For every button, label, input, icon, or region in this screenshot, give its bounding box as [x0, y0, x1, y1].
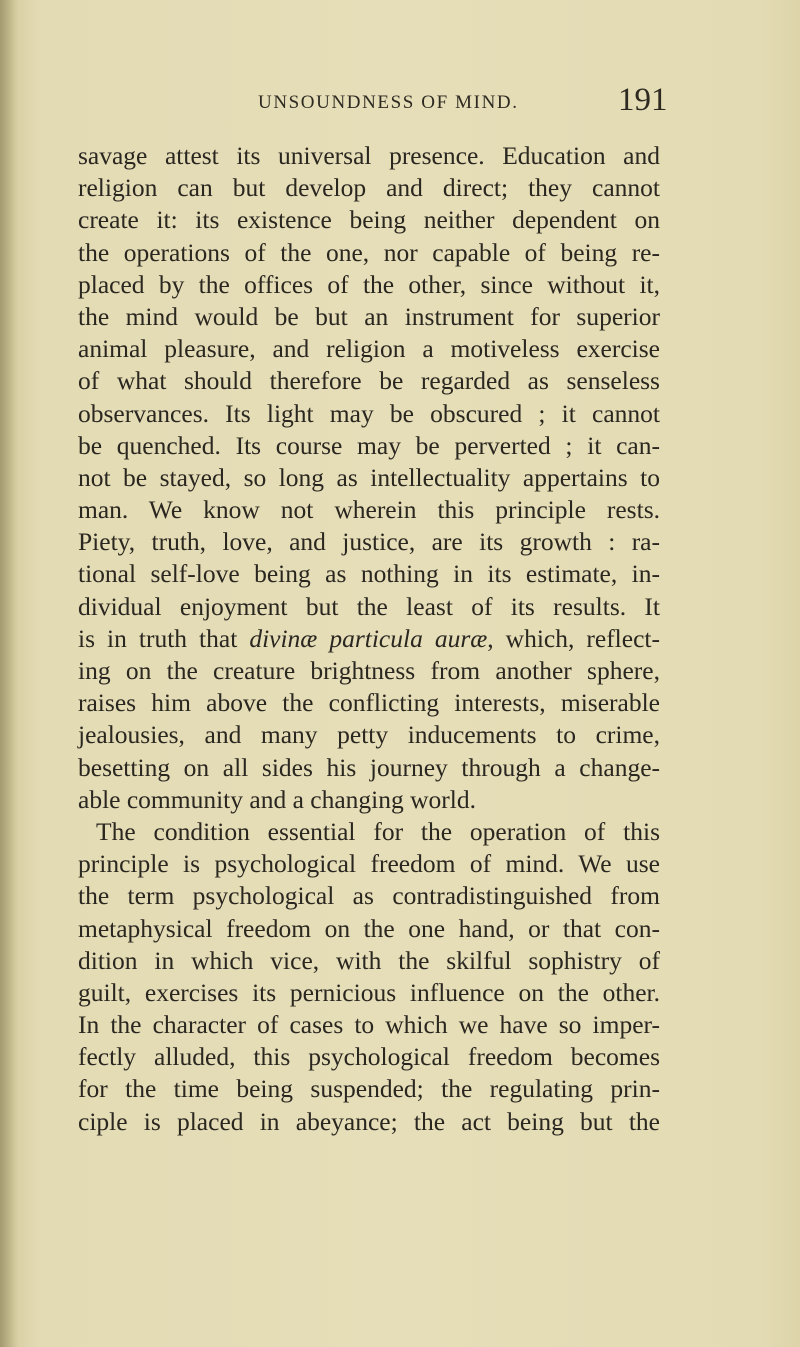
text-line: metaphysical freedom on the one hand, or that con- [78, 913, 660, 943]
text-line: be quenched. Its course may be perverted ; it can- [78, 430, 660, 460]
text-segment: , which, reflect- [487, 623, 660, 653]
text-line: animal pleasure, and religion a motiveless exercise [78, 334, 660, 364]
text-line: raises him above the conflicting interests, miserable [78, 688, 660, 718]
running-head: UNSOUNDNESS OF MIND. [258, 92, 519, 113]
text-line: the operations of the one, nor capable of being re- [78, 237, 660, 267]
text-line: observances. Its light may be obscured ; it cannot [78, 398, 660, 428]
text-line: principle is psychological freedom of mind. We use [78, 849, 660, 879]
page-header [0, 82, 800, 128]
text-segment: is in truth that [78, 623, 250, 653]
text-line: tional self-love being as nothing in its estimate, in- [78, 559, 660, 589]
text-line: guilt, exercises its pernicious influence on the other. [78, 977, 660, 1007]
text-line: dividual enjoyment but the least of its results. It [78, 591, 660, 621]
text-line: fectly alluded, this psychological freedom becomes [78, 1042, 660, 1072]
text-line: Piety, truth, love, and justice, are its growth : ra- [78, 527, 660, 557]
text-line: dition in which vice, with the skilful sophistry of [78, 945, 660, 975]
paragraph-start-line: The condition essential for the operation of this [96, 816, 660, 846]
text-line: ciple is placed in abeyance; the act being but the [78, 1106, 660, 1136]
gutter-shadow [0, 0, 18, 1347]
text-line: religion can but develop and direct; they cannot [78, 173, 660, 203]
paragraph-end-line: able community and a changing world. [78, 784, 476, 814]
text-line: savage attest its universal presence. Education and [78, 141, 660, 170]
text-line: for the time being suspended; the regulating prin- [78, 1074, 660, 1104]
text-line: not be stayed, so long as intellectuality appertains to [78, 462, 660, 492]
body-text [78, 140, 660, 1138]
page-number: 191 [618, 82, 668, 118]
text-line: the term psychological as contradistinguished from [78, 881, 660, 911]
text-line: besetting on all sides his journey through a change- [78, 752, 660, 782]
text-line: In the character of cases to which we have so imper- [78, 1010, 660, 1040]
text-line: create it: its existence being neither dependent on [78, 205, 660, 235]
text-line-with-italic [78, 623, 660, 655]
text-line: jealousies, and many petty inducements to crime, [78, 720, 660, 750]
latin-phrase: divinæ particula auræ [249, 623, 488, 653]
text-line: the mind would be but an instrument for superior [78, 301, 660, 331]
text-line: man. We know not wherein this principle rests. [78, 495, 660, 525]
text-line: of what should therefore be regarded as senseless [78, 366, 660, 396]
text-line: placed by the offices of the other, since without it, [78, 269, 660, 299]
text-line: ing on the creature brightness from another sphere, [78, 656, 660, 685]
